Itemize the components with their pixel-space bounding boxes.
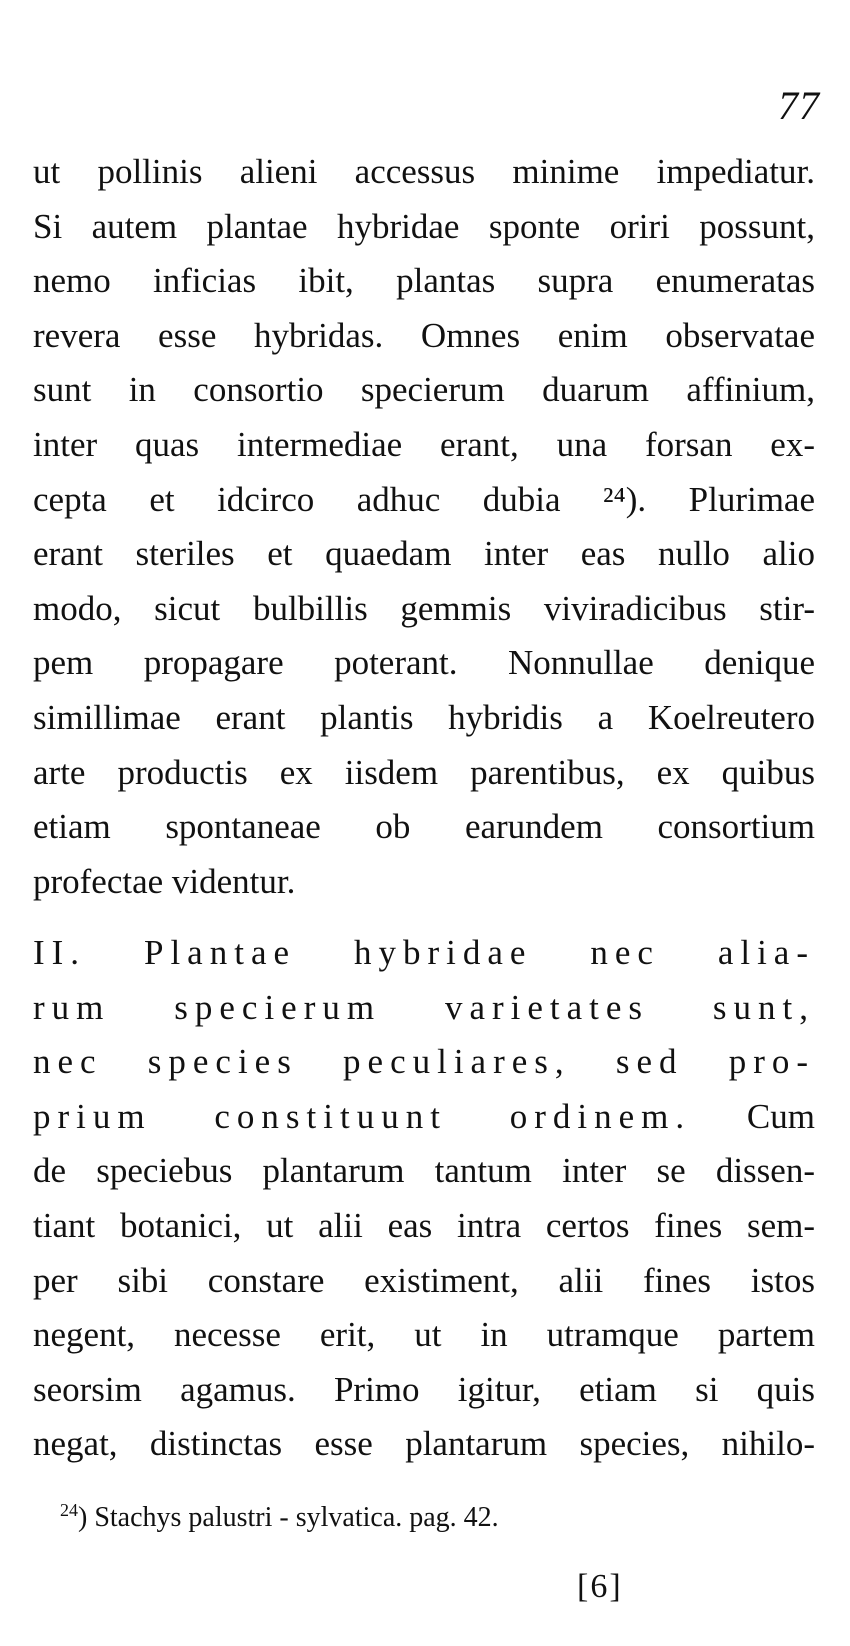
text-line: nemo inficias ibit, plantas supra enumeratas	[33, 261, 815, 301]
text-line: inter quas intermediae erant, una forsan ex-	[33, 424, 815, 464]
text-line: tiant botanici, ut alii eas intra certos fines sem-	[33, 1205, 815, 1245]
text-line: erant steriles et quaedam inter eas nullo alio	[33, 534, 815, 574]
text-line: pem propagare poterant. Nonnullae denique	[33, 643, 815, 683]
text-line: de speciebus plantarum tantum inter se dissen-	[33, 1151, 815, 1191]
footnote	[60, 1500, 499, 1534]
text-line: ut pollinis alieni accessus minime impediatur.	[33, 152, 815, 191]
page-number: 77	[778, 83, 820, 128]
text-line-start: Cum	[691, 1096, 816, 1136]
paragraph-2	[33, 926, 815, 1472]
text-line: per sibi constare existiment, alii fines istos	[33, 1260, 815, 1300]
paragraph-1	[33, 145, 815, 909]
text-line: revera esse hybridas. Omnes enim observatae	[33, 315, 815, 355]
text-line: seorsim agamus. Primo igitur, etiam si quis	[33, 1369, 815, 1409]
heading-line: II. Plantae hybridae nec alia-	[33, 933, 815, 972]
text-line: etiam spontaneae ob earundem consortium	[33, 807, 815, 847]
text-line: profectae videntur.	[33, 861, 296, 901]
heading-line: nec species peculiares, sed pro-	[33, 1042, 815, 1082]
text-line: cepta et idcirco adhuc dubia ²⁴). Plurimae	[33, 479, 815, 519]
heading-line: rum specierum varietates sunt,	[33, 987, 815, 1027]
text-line: negat, distinctas esse plantarum species, nihilo-	[33, 1424, 815, 1464]
text-line: simillimae erant plantis hybridis a Koelreutero	[33, 697, 815, 737]
text-line: sunt in consortio specierum duarum affinium,	[33, 370, 815, 410]
heading-line-end: prium constituunt ordinem.	[33, 1096, 692, 1136]
footnote-marker: 24	[60, 1500, 78, 1520]
text-line: Si autem plantae hybridae sponte oriri possunt,	[33, 206, 815, 246]
text-line: arte productis ex iisdem parentibus, ex quibus	[33, 752, 815, 792]
signature-mark: [6]	[577, 1568, 623, 1605]
mixed-line	[33, 1090, 815, 1145]
footnote-text: ) Stachys palustri - sylvatica. pag. 42.	[78, 1502, 499, 1533]
text-line: modo, sicut bulbillis gemmis viviradicibus stir-	[33, 588, 815, 628]
text-line: negent, necesse erit, ut in utramque partem	[33, 1315, 815, 1355]
